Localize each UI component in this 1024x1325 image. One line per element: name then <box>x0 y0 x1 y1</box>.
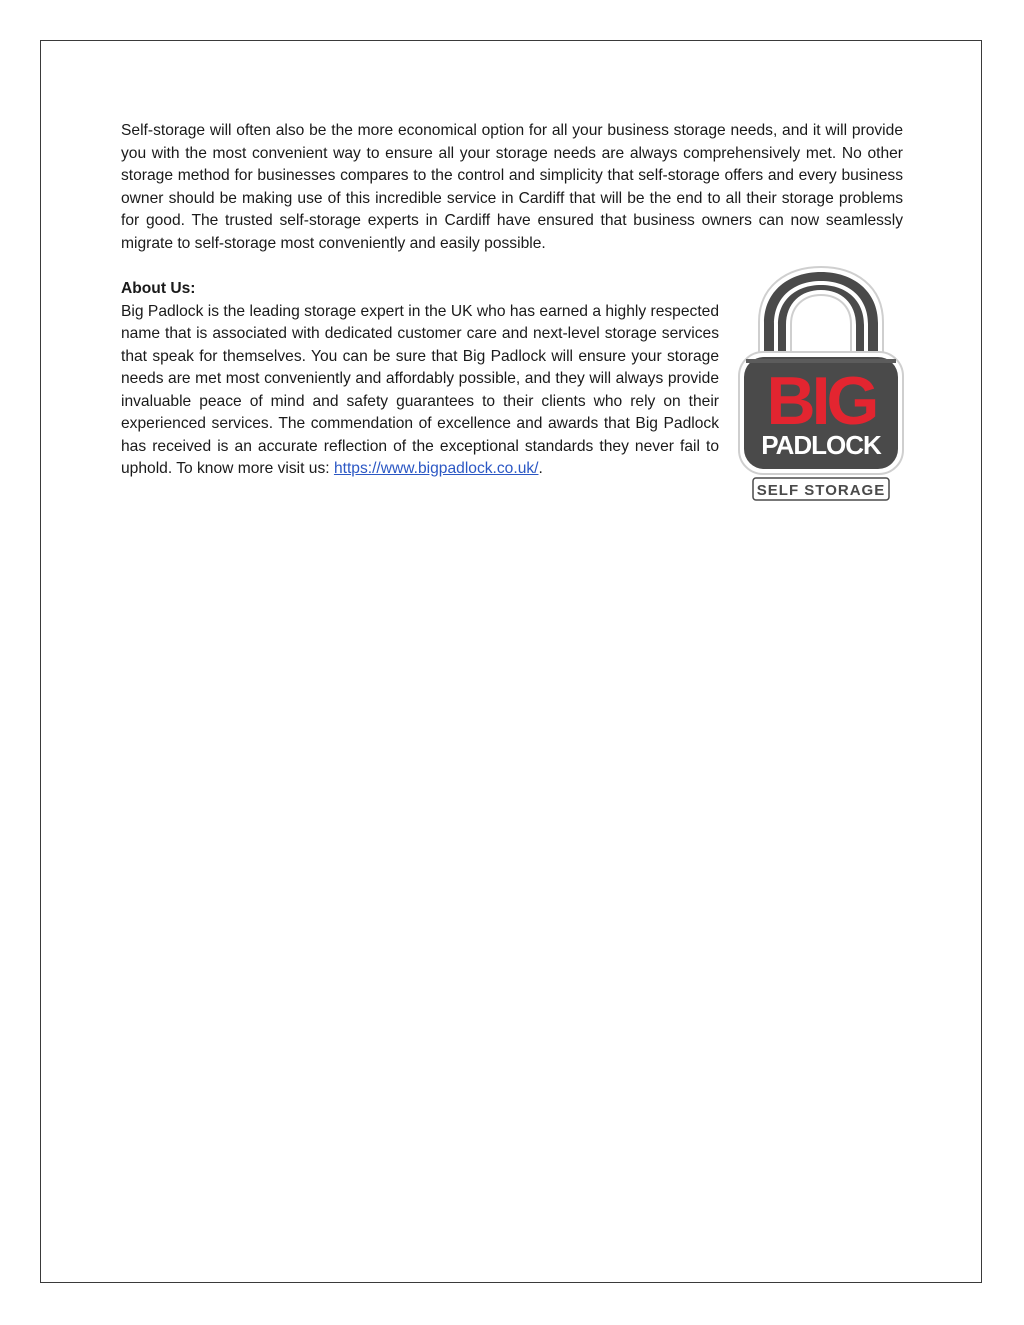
about-paragraph <box>121 301 719 481</box>
intro-paragraph: Self-storage will often also be the more economical option for all your business storage needs, and it will provide you with the most convenient way to ensure all your storage needs are always comprehensively met. No other storage method for businesses compares to the control and simplicity that self-storage offers and every business owner should be making use of this incredible service in Cardiff that will be the end to all their storage problems for good. The trusted self-storage experts in Cardiff have ensured that business owners can now seamlessly migrate to self-storage most conveniently and easily possible. <box>121 122 903 252</box>
logo-big-text: BIG <box>766 363 876 439</box>
document-body <box>121 120 903 518</box>
big-padlock-logo <box>737 264 905 504</box>
about-section <box>121 278 903 518</box>
website-link[interactable]: https://www.bigpadlock.co.uk/ <box>333 460 539 477</box>
about-text: Big Padlock is the leading storage expert in the UK who has earned a highly respected name that is associated with dedicated customer care and next-level storage services that speak for themselves. You can be sure that Big Padlock will ensure your storage needs are met most conveniently and affordably possible, and they will always provide invaluable peace of mind and safety guarantees to their clients who rely on their experienced services. The commendation of excellence and awards that Big Padlock has received is an accurate reflection of the exceptional standards they never fail to uphold. To know more visit us: <box>121 302 719 477</box>
logo-tagline: SELF STORAGE <box>756 482 886 499</box>
about-heading: About Us: <box>121 280 196 297</box>
about-trailing: . <box>538 460 543 477</box>
logo-padlock-text: PADLOCK <box>761 430 881 460</box>
